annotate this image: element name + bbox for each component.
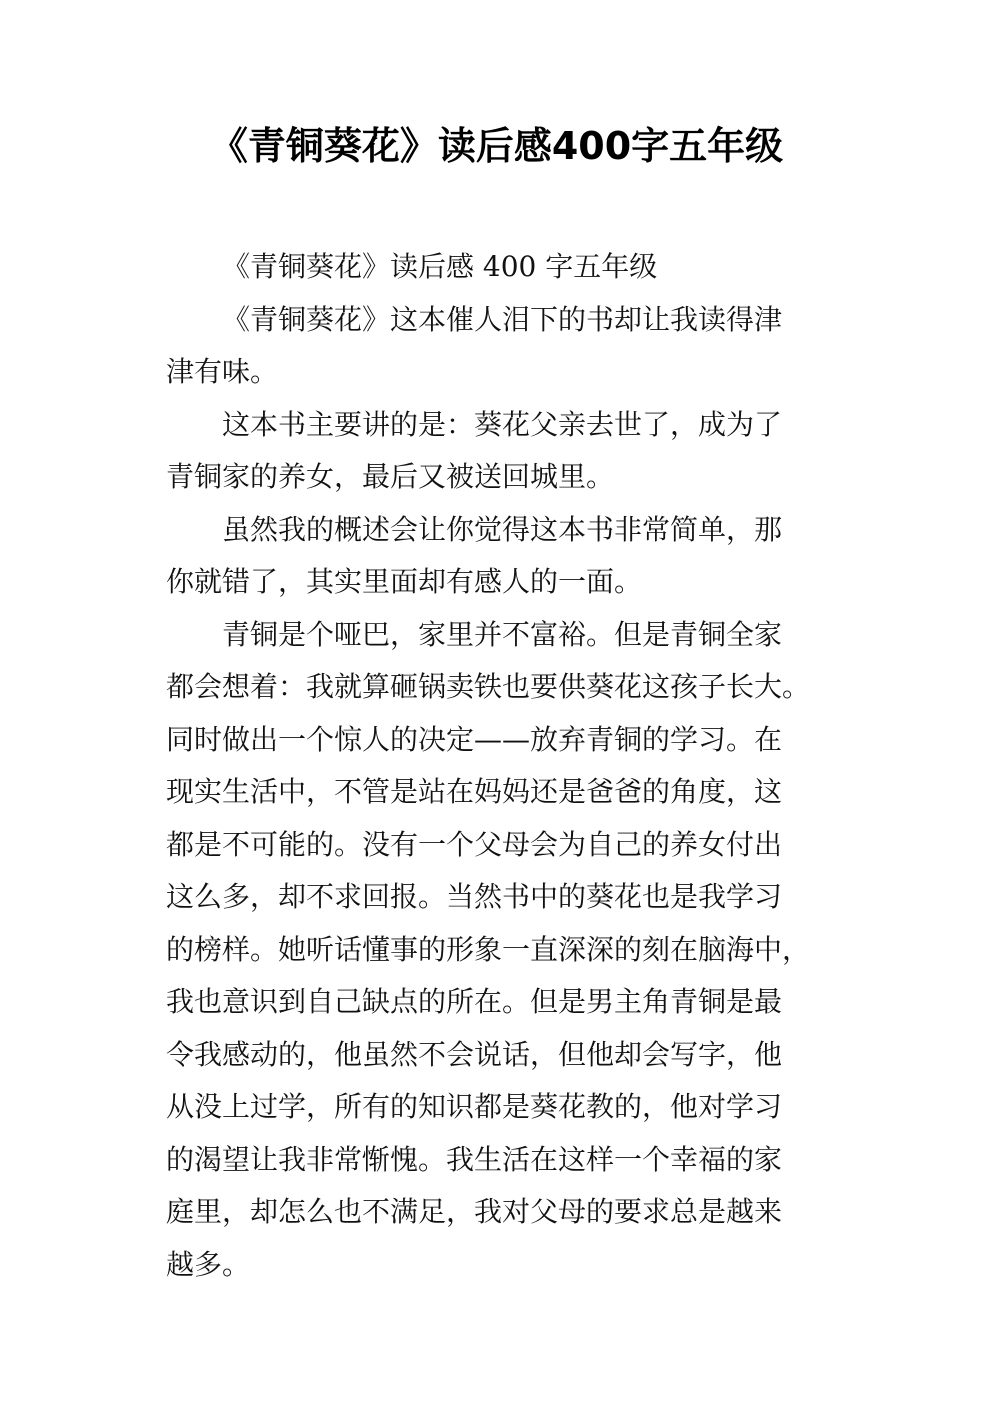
- text-line: 《青铜葵花》这本催人泪下的书却让我读得津: [222, 302, 783, 336]
- text-line: 的榜样。她听话懂事的形象一直深深的刻在脑海中，: [166, 932, 811, 966]
- text-line: 都会想着：我就算砸锅卖铁也要供葵花这孩子长大。: [166, 670, 811, 703]
- paragraph-intro: [166, 294, 830, 399]
- text-line: 越多。: [166, 1247, 251, 1281]
- paragraph-reflection: [166, 609, 830, 1292]
- text-line: 庭里，却怎么也不满足，我对父母的要求总是越来: [166, 1195, 783, 1228]
- document-title: 《青铜葵花》读后感400字五年级: [209, 124, 784, 168]
- text-line: 这么多，却不求回报。当然书中的葵花也是我学习: [166, 880, 783, 913]
- text-line: 这本书主要讲的是：葵花父亲去世了，成为了: [222, 407, 783, 441]
- text-line: 令我感动的，他虽然不会说话，但他却会写字，他: [166, 1037, 783, 1071]
- text-line: 同时做出一个惊人的决定——放弃青铜的学习。在: [166, 722, 783, 756]
- text-line: 我也意识到自己缺点的所在。但是男主角青铜是最: [166, 985, 783, 1018]
- paragraph-summary: [166, 399, 830, 504]
- text-line: 现实生活中，不管是站在妈妈还是爸爸的角度，这: [166, 775, 783, 808]
- paragraph-note: [166, 504, 830, 609]
- text-line: 的渴望让我非常惭愧。我生活在这样一个幸福的家: [166, 1142, 783, 1176]
- text-line: 青铜家的养女，最后又被送回城里。: [166, 460, 615, 493]
- text-line: 青铜是个哑巴，家里并不富裕。但是青铜全家: [222, 617, 783, 651]
- text-line: 《青铜葵花》读后感 400 字五年级: [222, 250, 658, 283]
- text-line: 你就错了，其实里面却有感人的一面。: [166, 565, 643, 598]
- text-line: 津有味。: [166, 355, 279, 388]
- text-line: 从没上过学，所有的知识都是葵花教的，他对学习: [166, 1090, 783, 1123]
- paragraph-heading-repeat: [166, 241, 830, 294]
- text-line: 都是不可能的。没有一个父母会为自己的养女付出: [166, 827, 783, 861]
- document-body: [166, 241, 830, 1291]
- text-line: 虽然我的概述会让你觉得这本书非常简单，那: [222, 512, 783, 546]
